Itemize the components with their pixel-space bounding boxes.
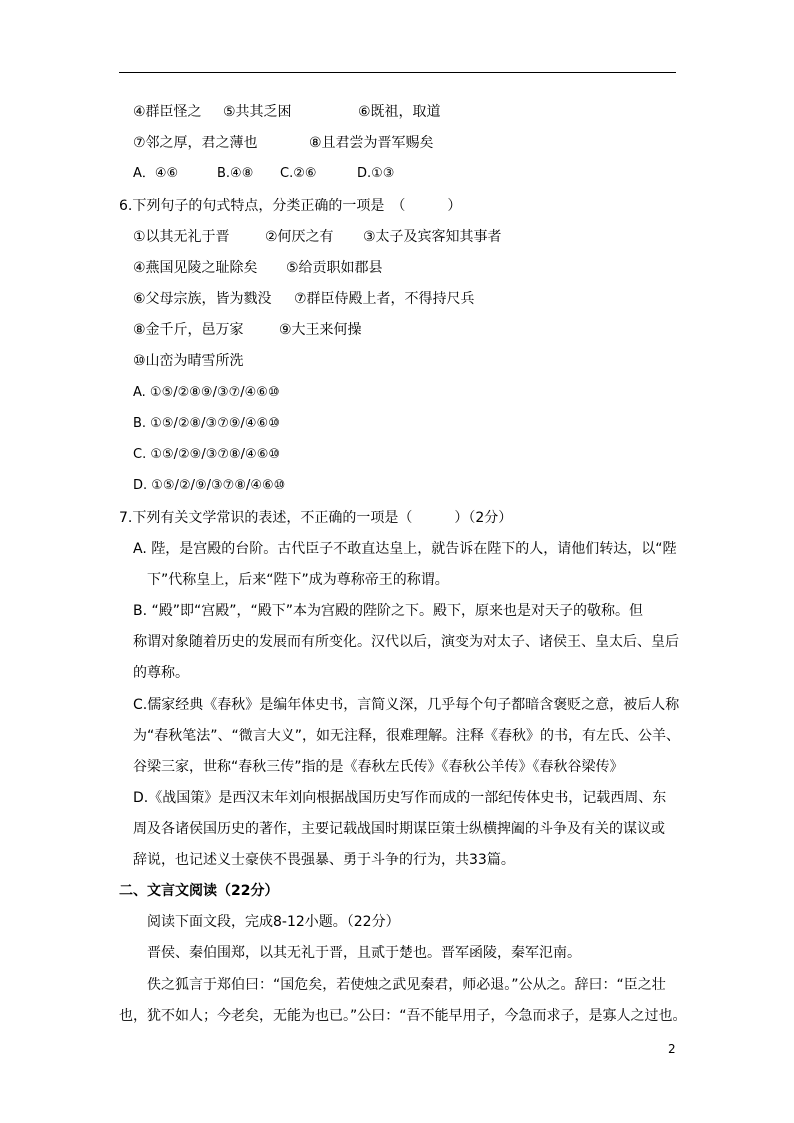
q6-option-d: D. ①⑤/②/⑨/③⑦⑧/④⑥⑩ (133, 478, 286, 493)
q7-option-b-line-2: 称谓对象随着历史的发展而有所变化。汉代以后，演变为对太子、诸侯王、皇太后、皇后 (133, 634, 679, 650)
q6-option-a: A. ①⑤/②⑧⑨/③⑦/④⑥⑩ (133, 385, 280, 400)
q6-item-8: ⑧金千斤，邑万家 (133, 322, 244, 338)
q7-stem: 7.下列有关文学常识的表述，不正确的一项是（ ）（2分） (119, 510, 513, 526)
q6-item-6: ⑥父母宗族，皆为戮没 (133, 291, 272, 307)
q6-item-10: ⑩山峦为晴雪所洗 (133, 353, 244, 369)
q6-stem: 6.下列句子的句式特点，分类正确的一项是 （ ） (119, 198, 462, 214)
q5-option-c: C.②⑥ (280, 166, 317, 181)
q5-item-5: ⑤共其乏困 (223, 104, 292, 120)
q5-item-6: ⑥既祖，取道 (358, 104, 441, 120)
q5-option-b: B.④⑧ (217, 166, 254, 181)
page-number: 2 (668, 1042, 676, 1056)
q5-item-8: ⑧且君尝为晋军赐矣 (309, 135, 434, 151)
q6-item-9: ⑨大王来何操 (279, 322, 362, 338)
q7-option-d-line-3: 辞说，也记述义士豪侠不畏强暴、勇于斗争的行为，共33篇。 (133, 852, 515, 868)
q7-option-a-line-2: 下”代称皇上，后来“陛下”成为尊称帝王的称谓。 (133, 572, 449, 588)
q7-option-b-line-3: 的尊称。 (133, 665, 189, 681)
q6-item-2: ②何厌之有 (265, 229, 334, 245)
reading-instruction: 阅读下面文段，完成8-12小题。（22分） (147, 914, 400, 930)
passage-paragraph-1: 晋侯、秦伯围郑，以其无礼于晋，且贰于楚也。晋军函陵，秦军氾南。 (147, 945, 581, 961)
q5-option-d: D.①③ (357, 166, 395, 181)
q7-option-c-line-3: 谷梁三家，世称“春秋三传”指的是《春秋左氏传》《春秋公羊传》《春秋谷梁传》 (133, 759, 624, 775)
q7-option-c-line-2: 为“春秋笔法”、“微言大义”，如无注释，很难理解。注释《春秋》的书，有左氏、公羊、 (133, 728, 681, 744)
q6-item-3: ③太子及宾客知其事者 (363, 229, 502, 245)
q6-item-4: ④燕国见陵之耻除矣 (133, 260, 258, 276)
passage-paragraph-2-line-1: 佚之狐言于郑伯曰：“国危矣，若使烛之武见秦君，师必退。”公从之。辞曰：“臣之壮 (147, 977, 666, 993)
q6-option-c: C. ①⑤/②⑨/③⑦⑧/④⑥⑩ (133, 447, 281, 462)
header-rule (119, 72, 676, 73)
q6-item-5: ⑤给贡职如郡县 (286, 260, 383, 276)
q7-option-d-line-1: D.《战国策》是西汉末年刘向根据战国历史写作而成的一部纪传体史书，记载西周、东 (133, 790, 667, 806)
q5-item-4: ④群臣怪之 (133, 104, 202, 120)
q7-option-b-line-1: B. “殿”即“宫殿”，“殿下”本为宫殿的陛阶之下。殿下，原来也是对天子的敬称。但 (133, 603, 644, 619)
q6-item-7: ⑦群臣侍殿上者，不得持尺兵 (294, 291, 475, 307)
q6-option-b: B. ①⑤/②⑧/③⑦⑨/④⑥⑩ (133, 416, 280, 431)
q7-option-a-line-1: A. 陛，是宫殿的台阶。古代臣子不敢直达皇上，就告诉在陛下的人，请他们转达，以“陛 (133, 541, 677, 557)
q6-item-1: ①以其无礼于晋 (133, 229, 230, 245)
q5-item-7: ⑦邻之厚，君之薄也 (133, 135, 258, 151)
q5-option-a: A．④⑥ (133, 166, 179, 181)
passage-paragraph-2-line-2: 也，犹不如人；今老矣，无能为也已。”公曰：“吾不能早用子，今急而求子，是寡人之过也。 (119, 1008, 687, 1024)
q7-option-d-line-2: 周及各诸侯国历史的著作，主要记载战国时期谋臣策士纵横捭阖的斗争及有关的谋议或 (133, 821, 665, 837)
section-heading: 二、文言文阅读（22分） (119, 883, 279, 899)
q7-option-c-line-1: C.儒家经典《春秋》是编年体史书，言简义深，几乎每个句子都暗含褒贬之意，被后人称 (133, 697, 680, 713)
